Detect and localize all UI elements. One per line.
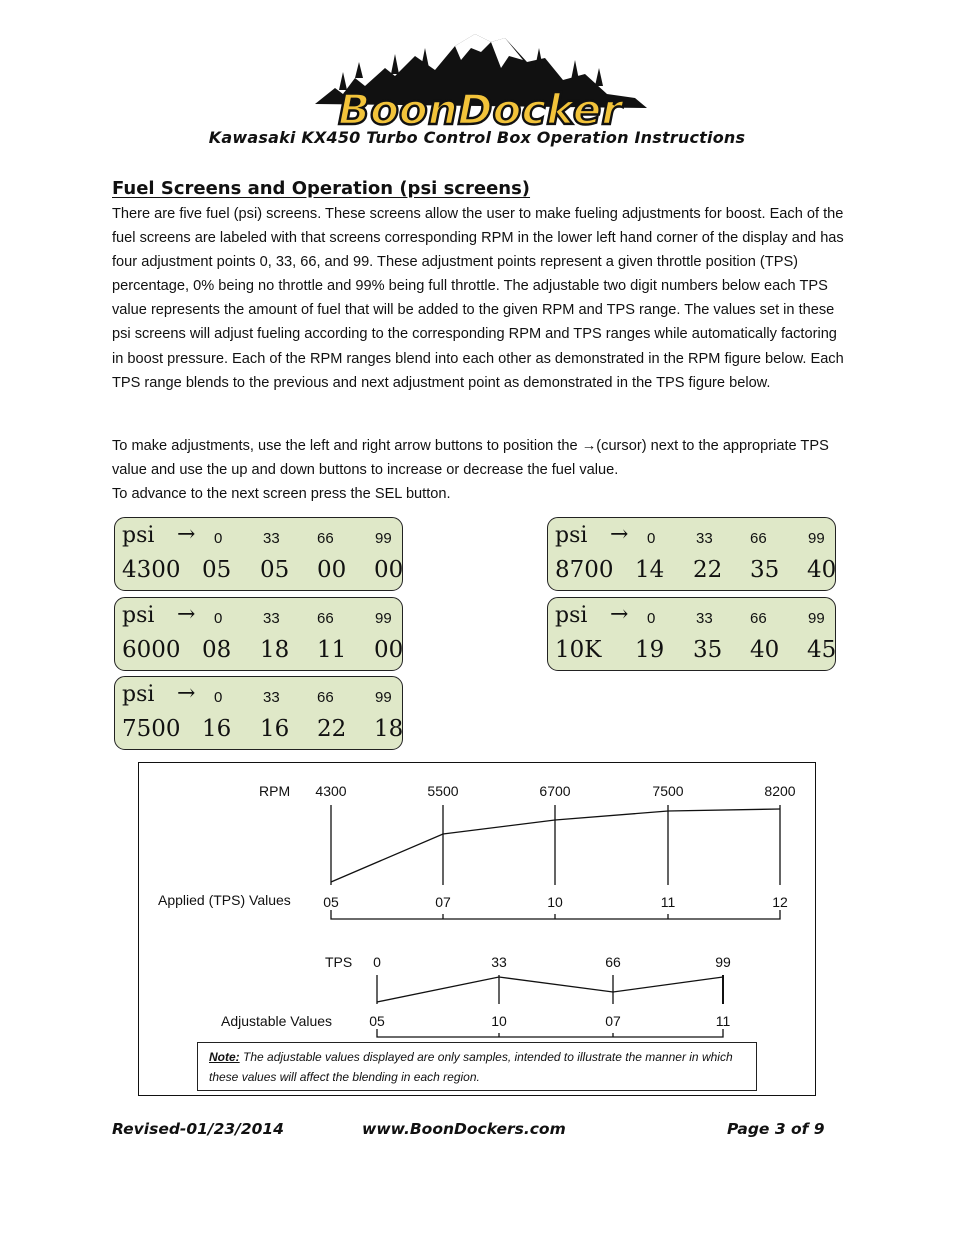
adjustable-value: 10 [491,1013,507,1029]
brand-wordmark: BoonDocker [338,85,622,134]
lcd-screen-10k [547,597,836,671]
applied-value: 12 [772,894,788,910]
tps-value: 66 [750,530,767,547]
note-text: The adjustable values displayed are only samples, intended to illustrate the manner in which these values will affect the blending in each region. [209,1050,733,1084]
cursor-arrow-icon: → [610,602,629,627]
fuel-value: 40 [750,637,780,663]
tps-value: 33 [696,610,713,627]
tps-value: 99 [808,530,825,547]
tps-blend-line [377,977,723,1002]
tps-value: 66 [317,530,334,547]
cursor-arrow-icon: → [610,522,629,547]
rpm-point: 7500 [652,783,684,799]
rpm-point: 4300 [315,783,347,799]
applied-values-label: Applied (TPS) Values [158,892,291,908]
fuel-value: 05 [260,557,290,583]
tps-value: 0 [214,610,223,627]
fuel-value: 45 [807,637,837,663]
screen-label: psi [555,523,588,548]
tps-value: 0 [214,530,223,547]
screen-rpm: 6000 [122,637,181,663]
revised-date: Revised-01/23/2014 [112,1120,284,1138]
adjustment-paragraph [112,434,847,506]
fuel-value: 11 [317,637,347,663]
adjustable-value: 05 [369,1013,385,1029]
fuel-value: 35 [693,637,723,663]
fuel-value: 35 [750,557,780,583]
boondocker-logo [295,28,665,140]
fuel-value: 00 [374,557,404,583]
fuel-value: 18 [260,637,290,663]
cursor-arrow-icon: → [177,681,196,706]
rpm-point: 6700 [539,783,571,799]
intro-paragraph: There are five fuel (psi) screens. These screens allow the user to make fueling adjustments for boost. Each of the fuel screens are labeled with that screens corresponding RPM in the lower left hand corner of the display and has four adjustment points 0, 33, 66, and 99. These adjustment points represent a given throttle position (TPS) percentage, 0% being no throttle and 99% being full throttle. The adjustable two digit numbers below each TPS value represents the amount of fuel that will be added to the given RPM and TPS range. The values set in these psi screens will adjust fueling according to the corresponding RPM and TPS ranges while automatically factoring in boost pressure. Each of the RPM ranges blend into each other as demonstrated in the RPM figure below. Each TPS range blends to the previous and next adjustment point as demonstrated in the TPS figure below. [112,206,844,391]
adjustment-instructions: To make adjustments, use the left and right arrow buttons to position the →(cursor) next to the appropriate TPS value and use the up and down buttons to increase or decrease the fuel value. [112,438,829,479]
adjustable-values-label: Adjustable Values [221,1013,333,1029]
screen-rpm: 10K [555,637,602,663]
cursor-arrow-icon: → [177,602,196,627]
tps-value: 66 [317,689,334,706]
tps-value: 99 [375,610,392,627]
section-heading: Fuel Screens and Operation (psi screens) [112,178,531,199]
fuel-value: 05 [202,557,232,583]
fuel-value: 16 [260,716,290,742]
tps-value: 33 [263,610,280,627]
screen-label: psi [122,682,155,707]
tps-value: 0 [647,610,656,627]
applied-value: 07 [435,894,451,910]
tps-value: 33 [263,689,280,706]
applied-value: 11 [660,894,676,910]
sample-values-note [197,1042,757,1091]
lcd-screen-7500 [114,676,403,750]
fuel-value: 16 [202,716,232,742]
page-number: Page 3 of 9 [727,1120,825,1138]
fuel-value: 00 [374,637,404,663]
tps-value: 33 [696,530,713,547]
fuel-value: 40 [807,557,837,583]
advance-instructions: To advance to the next screen press the SEL button. [112,486,451,503]
lcd-screen-8700 [547,517,836,591]
cursor-arrow-icon: → [177,522,196,547]
screen-rpm: 8700 [555,557,614,583]
screen-rpm: 7500 [122,716,181,742]
tps-bracket [377,1029,723,1037]
tps-point: 66 [605,954,621,970]
fuel-value: 19 [635,637,665,663]
tps-value: 0 [647,530,656,547]
lcd-screen-4300 [114,517,403,591]
applied-value: 05 [323,894,339,910]
fuel-value: 00 [317,557,347,583]
fuel-value: 22 [693,557,723,583]
fuel-value: 22 [317,716,347,742]
screen-label: psi [122,523,155,548]
note-label: Note: [209,1050,240,1064]
tps-value: 99 [808,610,825,627]
fuel-value: 18 [374,716,404,742]
fuel-value: 08 [202,637,232,663]
rpm-axis-label: RPM [259,783,291,799]
fuel-value: 14 [635,557,665,583]
screen-rpm: 4300 [122,557,181,583]
tps-value: 66 [317,610,334,627]
tps-point: 33 [491,954,507,970]
lcd-screen-6000 [114,597,403,671]
document-title: Kawasaki KX450 Turbo Control Box Operation Instructions [208,128,746,147]
website-link[interactable]: www.BoonDockers.com [362,1120,566,1138]
rpm-point: 8200 [764,783,796,799]
tps-point: 0 [373,954,381,970]
blending-figure [138,762,816,1096]
tps-point: 99 [715,954,731,970]
rpm-point: 5500 [427,783,459,799]
adjustable-value: 11 [715,1013,731,1029]
screen-label: psi [555,603,588,628]
tps-value: 66 [750,610,767,627]
tps-value: 99 [375,689,392,706]
tps-value: 33 [263,530,280,547]
screen-label: psi [122,603,155,628]
adjustable-value: 07 [605,1013,621,1029]
applied-value: 10 [547,894,563,910]
tps-value: 0 [214,689,223,706]
tps-axis-label: TPS [325,954,353,970]
tps-value: 99 [375,530,392,547]
